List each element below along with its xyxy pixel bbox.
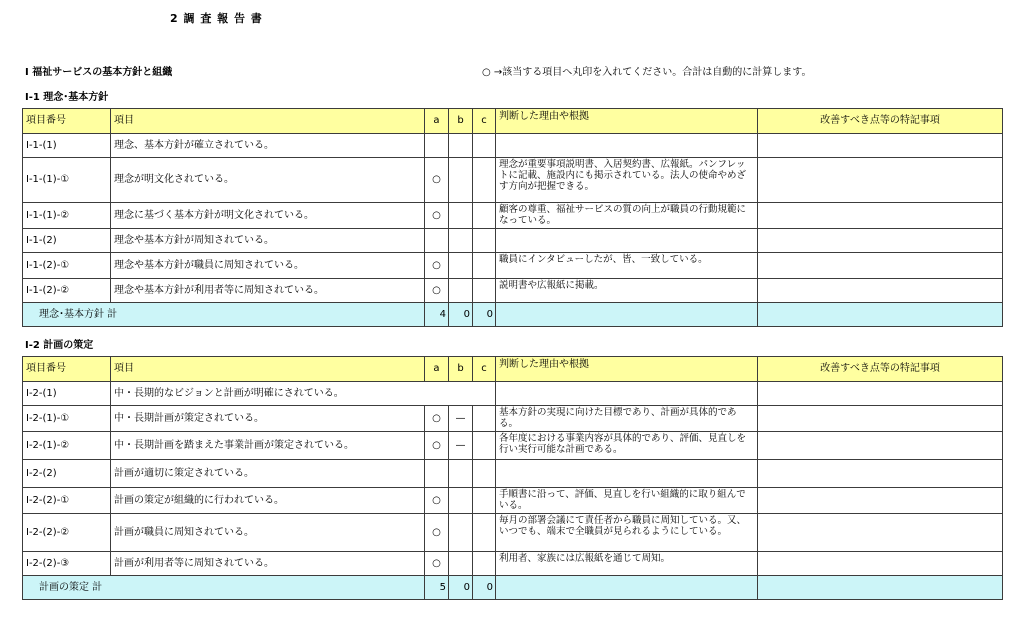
rating-a-cell[interactable]: ○: [425, 488, 449, 514]
reason-cell[interactable]: 理念が重要事項説明書、入居契約書、広報紙。パンフレットに記載、施設内にも掲示されている。法人の使命やめざす方向が把握できる。: [496, 158, 758, 203]
header-a: a: [425, 357, 449, 382]
item-description: 中・長期的なビジョンと計画が明確にされている。: [111, 382, 496, 406]
total-label: 計画の策定 計: [23, 576, 425, 600]
notes-cell[interactable]: [758, 552, 1003, 576]
reason-cell[interactable]: 毎月の部署会議にて責任者から職員に周知している。又、いつでも、端末で全職員が見られるようにしている。: [496, 514, 758, 552]
item-number: Ⅰ-2-(1)-①: [23, 406, 111, 432]
table-header-row: [23, 357, 1003, 382]
item-description: 理念が明文化されている。: [111, 158, 425, 203]
rating-a-cell[interactable]: ○: [425, 406, 449, 432]
rating-b-cell[interactable]: [449, 203, 473, 229]
total-notes-cell: [758, 576, 1003, 600]
rating-c-cell[interactable]: [473, 229, 496, 253]
table-row: [23, 279, 1003, 303]
notes-cell[interactable]: [758, 203, 1003, 229]
evaluation-table-1: [22, 108, 1003, 327]
rating-b-cell[interactable]: [449, 514, 473, 552]
header-c: c: [473, 109, 496, 134]
reason-cell[interactable]: [496, 229, 758, 253]
rating-b-cell[interactable]: [449, 552, 473, 576]
rating-b-cell[interactable]: [449, 460, 473, 488]
notes-cell[interactable]: [758, 514, 1003, 552]
reason-cell[interactable]: 各年度における事業内容が具体的であり、評価、見直しを行い実行可能な計画である。: [496, 432, 758, 460]
item-number: Ⅰ-2-(1)-②: [23, 432, 111, 460]
table-row: [23, 514, 1003, 552]
rating-a-cell[interactable]: [425, 460, 449, 488]
document-title: 2 調 査 報 告 書: [170, 12, 263, 25]
item-description: 理念や基本方針が利用者等に周知されている。: [111, 279, 425, 303]
rating-a-cell[interactable]: ○: [425, 552, 449, 576]
total-row: [23, 576, 1003, 600]
item-description: 中・長期計画が策定されている。: [111, 406, 425, 432]
notes-cell[interactable]: [758, 158, 1003, 203]
item-description: 理念に基づく基本方針が明文化されている。: [111, 203, 425, 229]
item-description: 計画が職員に周知されている。: [111, 514, 425, 552]
header-item-no: 項目番号: [23, 109, 111, 134]
instruction-text: ○ →該当する項目へ丸印を入れてください。合計は自動的に計算します。: [482, 67, 812, 78]
notes-cell[interactable]: [758, 253, 1003, 279]
total-c: 0: [473, 576, 496, 600]
reason-cell[interactable]: 基本方針の実現に向けた目標であり、計画が具体的である。: [496, 406, 758, 432]
total-label: 理念･基本方針 計: [23, 303, 425, 327]
table-row: [23, 460, 1003, 488]
rating-b-cell[interactable]: —: [449, 432, 473, 460]
rating-a-cell[interactable]: ○: [425, 253, 449, 279]
notes-cell[interactable]: [758, 488, 1003, 514]
total-row: [23, 303, 1003, 327]
total-c: 0: [473, 303, 496, 327]
reason-cell[interactable]: 利用者、家族には広報紙を通じて周知。: [496, 552, 758, 576]
table-row: [23, 229, 1003, 253]
rating-c-cell[interactable]: [473, 460, 496, 488]
table-row: [23, 406, 1003, 432]
rating-a-cell[interactable]: ○: [425, 432, 449, 460]
header-reason: 判断した理由や根拠: [496, 109, 758, 134]
rating-c-cell[interactable]: [473, 203, 496, 229]
notes-cell[interactable]: [758, 460, 1003, 488]
reason-cell[interactable]: [496, 382, 758, 406]
rating-b-cell[interactable]: [449, 229, 473, 253]
reason-cell[interactable]: [496, 134, 758, 158]
item-description: 理念や基本方針が職員に周知されている。: [111, 253, 425, 279]
header-notes: 改善すべき点等の特記事項: [758, 357, 1003, 382]
item-number: Ⅰ-2-(2): [23, 460, 111, 488]
table-row: [23, 134, 1003, 158]
table-row: [23, 552, 1003, 576]
table1-title: Ⅰ-1 理念･基本方針: [25, 92, 109, 103]
reason-cell[interactable]: [496, 460, 758, 488]
header-b: b: [449, 357, 473, 382]
header-a: a: [425, 109, 449, 134]
rating-c-cell[interactable]: [473, 134, 496, 158]
header-reason: 判断した理由や根拠: [496, 357, 758, 382]
rating-a-cell[interactable]: [425, 134, 449, 158]
item-number: Ⅰ-1-(1)-②: [23, 203, 111, 229]
total-a: 4: [425, 303, 449, 327]
rating-b-cell[interactable]: —: [449, 406, 473, 432]
item-number: Ⅰ-2-(2)-③: [23, 552, 111, 576]
table-row: [23, 488, 1003, 514]
reason-cell[interactable]: 顧客の尊重、福祉サービスの質の向上が職員の行動規範になっている。: [496, 203, 758, 229]
total-reason-cell: [496, 303, 758, 327]
table-row: [23, 382, 1003, 406]
notes-cell[interactable]: [758, 406, 1003, 432]
table-row: [23, 203, 1003, 229]
rating-c-cell[interactable]: [473, 158, 496, 203]
item-description: 計画が利用者等に周知されている。: [111, 552, 425, 576]
table2-title: Ⅰ-2 計画の策定: [25, 340, 94, 351]
header-notes: 改善すべき点等の特記事項: [758, 109, 1003, 134]
item-number: Ⅰ-1-(2)-①: [23, 253, 111, 279]
rating-a-cell[interactable]: ○: [425, 279, 449, 303]
table-row: [23, 432, 1003, 460]
rating-c-cell[interactable]: [473, 432, 496, 460]
notes-cell[interactable]: [758, 432, 1003, 460]
rating-c-cell[interactable]: [473, 279, 496, 303]
item-number: Ⅰ-1-(2): [23, 229, 111, 253]
total-notes-cell: [758, 303, 1003, 327]
notes-cell[interactable]: [758, 134, 1003, 158]
header-item: 項目: [111, 109, 425, 134]
table-header-row: [23, 109, 1003, 134]
notes-cell[interactable]: [758, 382, 1003, 406]
total-b: 0: [449, 576, 473, 600]
header-item: 項目: [111, 357, 425, 382]
item-description: 理念、基本方針が確立されている。: [111, 134, 425, 158]
rating-c-cell[interactable]: [473, 406, 496, 432]
item-number: Ⅰ-1-(1): [23, 134, 111, 158]
reason-cell[interactable]: 手順書に沿って、評価、見直しを行い組織的に取り組んでいる。: [496, 488, 758, 514]
item-description: 理念や基本方針が周知されている。: [111, 229, 425, 253]
item-number: Ⅰ-2-(1): [23, 382, 111, 406]
notes-cell[interactable]: [758, 229, 1003, 253]
rating-a-cell[interactable]: ○: [425, 203, 449, 229]
item-description: 中・長期計画を踏まえた事業計画が策定されている。: [111, 432, 425, 460]
rating-c-cell[interactable]: [473, 488, 496, 514]
rating-b-cell[interactable]: [449, 134, 473, 158]
item-number: Ⅰ-2-(2)-①: [23, 488, 111, 514]
item-number: Ⅰ-2-(2)-②: [23, 514, 111, 552]
table-row: [23, 158, 1003, 203]
rating-c-cell[interactable]: [473, 552, 496, 576]
total-b: 0: [449, 303, 473, 327]
section-heading: Ⅰ 福祉サービスの基本方針と組織: [25, 67, 173, 78]
rating-b-cell[interactable]: [449, 158, 473, 203]
header-item-no: 項目番号: [23, 357, 111, 382]
rating-c-cell[interactable]: [473, 514, 496, 552]
item-description: 計画が適切に策定されている。: [111, 460, 425, 488]
item-number: Ⅰ-1-(1)-①: [23, 158, 111, 203]
rating-b-cell[interactable]: [449, 279, 473, 303]
reason-cell[interactable]: 説明書や広報紙に掲載。: [496, 279, 758, 303]
rating-c-cell[interactable]: [473, 253, 496, 279]
reason-cell[interactable]: 職員にインタビューしたが、皆、一致している。: [496, 253, 758, 279]
header-b: b: [449, 109, 473, 134]
evaluation-table-2: [22, 356, 1003, 600]
total-reason-cell: [496, 576, 758, 600]
item-number: Ⅰ-1-(2)-②: [23, 279, 111, 303]
rating-b-cell[interactable]: [449, 488, 473, 514]
table-row: [23, 253, 1003, 279]
item-description: 計画の策定が組織的に行われている。: [111, 488, 425, 514]
header-c: c: [473, 357, 496, 382]
rating-a-cell[interactable]: ○: [425, 514, 449, 552]
notes-cell[interactable]: [758, 279, 1003, 303]
rating-a-cell[interactable]: [425, 229, 449, 253]
total-a: 5: [425, 576, 449, 600]
rating-b-cell[interactable]: [449, 253, 473, 279]
rating-a-cell[interactable]: ○: [425, 158, 449, 203]
